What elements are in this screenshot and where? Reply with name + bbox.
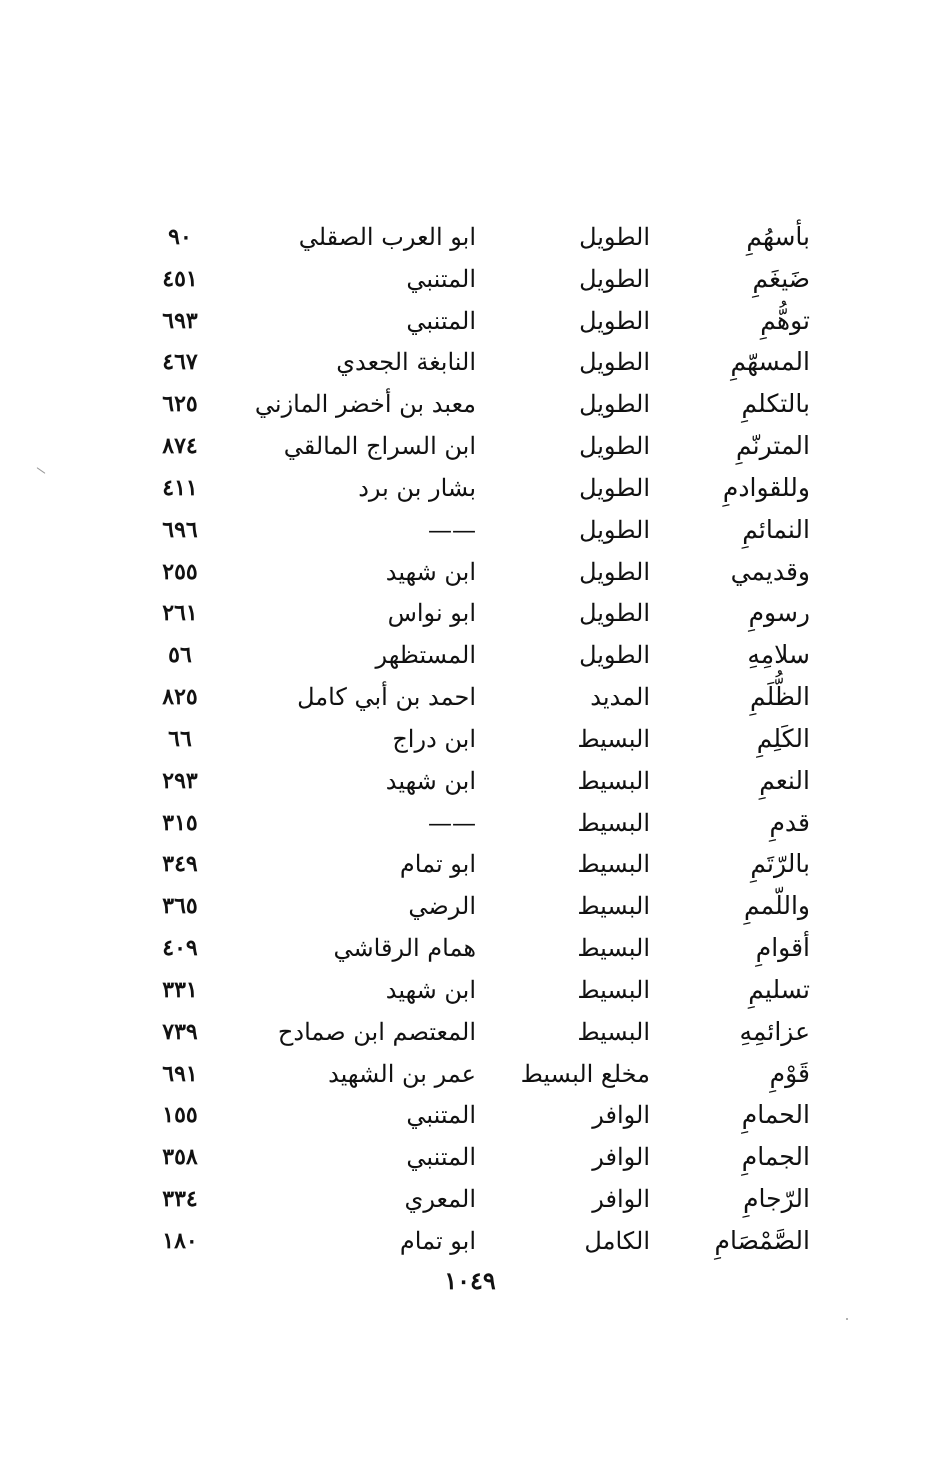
poet-name: عمر بن الشهيد	[328, 1059, 476, 1088]
page-reference: ٤٥١	[162, 265, 198, 292]
poet-name: بشار بن برد	[358, 473, 476, 502]
poet-name: ابن دراج	[392, 724, 476, 753]
page-reference: ٧٣٩	[162, 1018, 198, 1045]
rhyme-index-table	[0, 219, 938, 1259]
meter-name: الطويل	[579, 348, 650, 377]
meter-name: الطويل	[579, 306, 650, 335]
poet-name: المتنبي	[406, 264, 476, 293]
rhyme-word: وللقوادمِ	[722, 472, 810, 502]
index-row	[0, 470, 938, 506]
poet-name: معبد بن أخضر المازني	[254, 390, 476, 419]
page-reference: ٦٩٦	[162, 516, 198, 543]
meter-name: الطويل	[579, 473, 650, 502]
rhyme-word: عزائمِهِ	[739, 1016, 810, 1046]
scan-speck	[846, 1318, 848, 1320]
rhyme-word: توهُّمِ	[760, 305, 810, 335]
rhyme-word: وقديمي	[730, 556, 810, 586]
meter-name: البسيط	[577, 724, 650, 753]
meter-name: الوافر	[592, 1143, 650, 1172]
index-row	[0, 554, 938, 590]
poet-name: المعتصم ابن صمادح	[277, 1017, 476, 1046]
rhyme-word: الصَّمْصَامِ	[714, 1225, 810, 1255]
meter-name: الطويل	[579, 515, 650, 544]
page-reference: ٦٦	[168, 725, 192, 752]
rhyme-word: أقوامِ	[755, 933, 810, 963]
rhyme-word: قَوْمِ	[769, 1058, 810, 1088]
meter-name: الطويل	[579, 599, 650, 628]
index-row	[0, 1139, 938, 1175]
poet-name: احمد بن أبي كامل	[297, 683, 476, 712]
rhyme-word: النمائمِ	[742, 514, 810, 544]
poet-name: ابن شهيد	[385, 557, 476, 586]
index-row	[0, 261, 938, 297]
meter-name: الطويل	[579, 223, 650, 251]
meter-name: الطويل	[579, 390, 650, 419]
index-row	[0, 428, 938, 464]
page-reference: ٤٦٧	[162, 349, 198, 376]
page-reference: ٣٣١	[162, 976, 198, 1003]
page-reference: ٣٤٩	[162, 851, 198, 878]
page-reference: ٦٩٣	[162, 307, 198, 334]
rhyme-word: سلامِهِ	[747, 640, 810, 670]
index-row	[0, 303, 938, 339]
poet-name: ابو العرب الصقلي	[298, 223, 476, 251]
rhyme-word: المسهّمِ	[730, 347, 810, 377]
meter-name: الوافر	[592, 1185, 650, 1214]
poet-name: ابو نواس	[387, 599, 476, 628]
page-reference: ٩٠	[168, 224, 192, 250]
rhyme-word: بأسهُمِ	[746, 222, 810, 251]
index-row	[0, 219, 938, 255]
poet-name: المستظهر	[375, 641, 476, 670]
index-row	[0, 763, 938, 799]
index-row	[0, 1181, 938, 1217]
meter-name: الطويل	[579, 432, 650, 461]
index-row	[0, 1097, 938, 1133]
page-reference: ٢٥٥	[162, 558, 198, 585]
meter-name: الكامل	[584, 1226, 650, 1255]
poet-name: همام الرقاشي	[333, 934, 476, 963]
page-reference: ٢٦١	[162, 600, 198, 627]
rhyme-word: بالتكلمِ	[741, 389, 810, 419]
rhyme-word: بالرّتَمِ	[750, 849, 810, 879]
meter-name: البسيط	[577, 1017, 650, 1046]
index-row	[0, 595, 938, 631]
meter-name: الوافر	[592, 1101, 650, 1130]
poet-name: ابو تمام	[399, 1226, 476, 1255]
page-reference: ١٨٠	[162, 1227, 198, 1254]
rhyme-word: الجمامِ	[741, 1142, 810, 1172]
index-row	[0, 972, 938, 1008]
poet-name: ابن شهيد	[385, 766, 476, 795]
rhyme-word: رسومِ	[748, 598, 810, 628]
meter-name: البسيط	[577, 934, 650, 963]
rhyme-word: ضَيغَمِ	[752, 263, 810, 293]
rhyme-word: الظُّلَمِ	[750, 682, 810, 712]
poet-name: الرضي	[408, 892, 476, 921]
poet-name: المعري	[404, 1185, 476, 1214]
meter-name: البسيط	[577, 766, 650, 795]
page-reference: ٣٥٨	[162, 1144, 198, 1171]
rhyme-word: الرّجامِ	[743, 1184, 810, 1214]
page-reference: ٥٦	[168, 642, 192, 669]
meter-name: البسيط	[577, 892, 650, 921]
poet-name: النابغة الجعدي	[336, 348, 476, 377]
index-row	[0, 679, 938, 715]
meter-name: البسيط	[577, 975, 650, 1004]
page-number: ١٠٤٩	[444, 1266, 496, 1295]
meter-name: البسيط	[577, 808, 650, 837]
meter-name: مخلع البسيط	[520, 1059, 650, 1088]
meter-name: الطويل	[579, 557, 650, 586]
poet-name: ——	[428, 808, 476, 837]
index-row	[0, 1014, 938, 1050]
poet-name: ابو تمام	[399, 850, 476, 879]
page-reference: ٣٦٥	[162, 893, 198, 920]
poet-name: ——	[428, 515, 476, 544]
poet-name: ابن شهيد	[385, 975, 476, 1004]
meter-name: البسيط	[577, 850, 650, 879]
index-row	[0, 637, 938, 673]
rhyme-word: المترنّمِ	[736, 431, 810, 461]
page-reference: ٦٩١	[162, 1060, 198, 1087]
meter-name: الطويل	[579, 641, 650, 670]
rhyme-word: النعمِ	[759, 765, 810, 795]
index-row	[0, 805, 938, 841]
poet-name: المتنبي	[406, 306, 476, 335]
poet-name: ابن السراج المالقي	[283, 432, 476, 461]
meter-name: المديد	[590, 683, 650, 712]
page-reference: ٦٢٥	[162, 391, 198, 418]
index-row	[0, 888, 938, 924]
rhyme-word: الكَلِمِ	[756, 723, 810, 753]
index-row	[0, 721, 938, 757]
page-reference: ٤٠٩	[162, 935, 198, 962]
page-reference: ٣١٥	[162, 809, 198, 836]
rhyme-word: قدمِ	[769, 807, 810, 837]
rhyme-word: تسليمِ	[748, 974, 810, 1004]
index-row	[0, 930, 938, 966]
page-reference: ٤١١	[162, 474, 198, 501]
index-row	[0, 344, 938, 380]
rhyme-word: الحمامِ	[741, 1100, 810, 1130]
index-row	[0, 846, 938, 882]
rhyme-word: واللّممِ	[743, 891, 810, 921]
page-reference: ٢٩٣	[162, 767, 198, 794]
index-row	[0, 1056, 938, 1092]
page-reference: ٨٢٥	[162, 684, 198, 711]
page-reference: ١٥٥	[162, 1102, 198, 1129]
index-row	[0, 386, 938, 422]
poet-name: المتنبي	[406, 1143, 476, 1172]
index-row	[0, 1223, 938, 1259]
poet-name: المتنبي	[406, 1101, 476, 1130]
page-reference: ٣٣٤	[162, 1186, 198, 1213]
page-reference: ٨٧٤	[162, 433, 198, 460]
meter-name: الطويل	[579, 264, 650, 293]
index-row	[0, 512, 938, 548]
